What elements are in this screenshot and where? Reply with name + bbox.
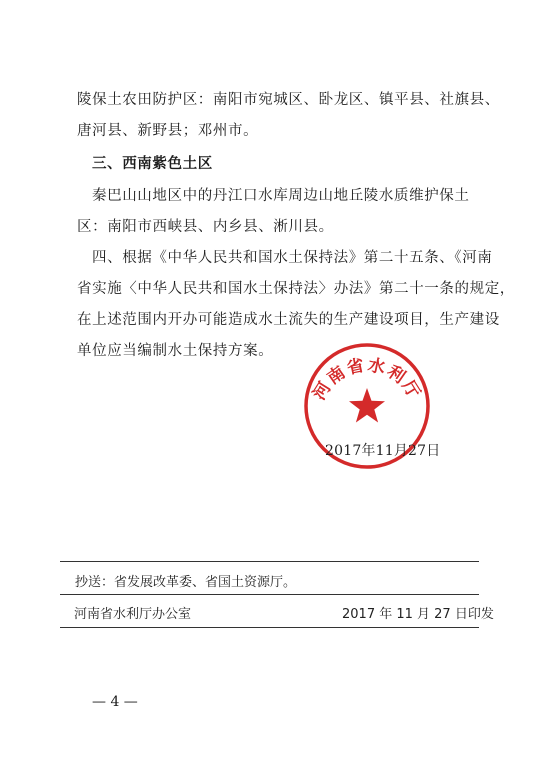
footer-middle-rule bbox=[60, 594, 479, 595]
page-number: — 4 — bbox=[92, 694, 138, 710]
body-line-2: 唐河县、新野县；邓州市。 bbox=[77, 123, 259, 139]
body-line-7: 在上述范围内开办可能造成水土流失的生产建设项目，生产建设 bbox=[77, 312, 500, 328]
signature-date: 2017年11月27日 bbox=[325, 443, 441, 459]
section-heading-3: 三、西南紫色土区 bbox=[92, 155, 213, 172]
footer-bottom-rule bbox=[60, 627, 479, 628]
seal-star-icon bbox=[349, 388, 385, 423]
body-line-5: 四、根据《中华人民共和国水土保持法》第二十五条、《河南 bbox=[92, 250, 493, 266]
body-line-4: 区：南阳市西峡县、内乡县、淅川县。 bbox=[77, 219, 334, 235]
body-line-6: 省实施〈中华人民共和国水土保持法〉办法》第二十一条的规定， bbox=[77, 281, 515, 297]
issuer-office: 河南省水利厅办公室 bbox=[74, 607, 192, 622]
body-line-1: 陵保土农田防护区：南阳市宛城区、卧龙区、镇平县、社旗县、 bbox=[77, 92, 500, 108]
seal-text: 河南省水利厅 bbox=[309, 355, 425, 404]
body-line-8: 单位应当编制水土保持方案。 bbox=[77, 343, 274, 359]
issue-date: 2017 年 11 月 27 日印发 bbox=[342, 607, 494, 622]
footer-top-rule bbox=[60, 561, 479, 562]
body-line-3: 秦巴山山地区中的丹江口水库周边山地丘陵水质维护保土 bbox=[92, 188, 470, 204]
cc-recipients: 抄送：省发展改革委、省国土资源厅。 bbox=[75, 575, 297, 590]
